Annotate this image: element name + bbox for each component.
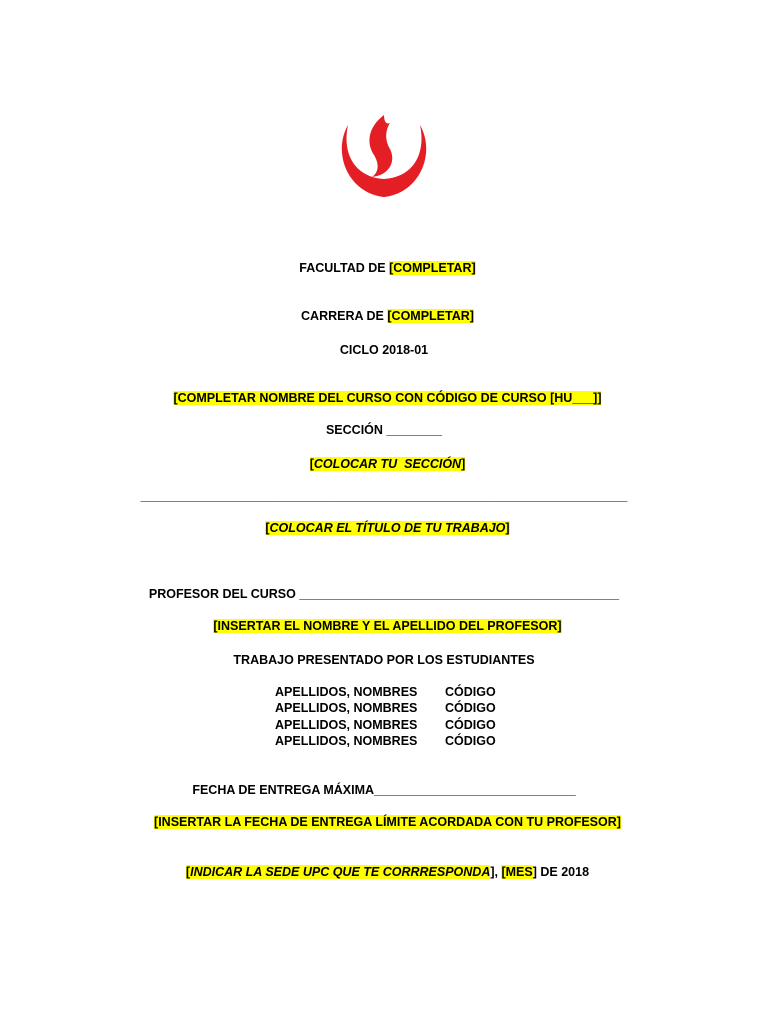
upc-flame-logo-icon [338, 113, 430, 199]
curso-field[interactable]: [COMPLETAR NOMBRE DEL CURSO CON CÓDIGO DE CURSO [HU___]] [173, 391, 602, 405]
carrera-field[interactable]: [COMPLETAR] [387, 309, 474, 323]
profesor-label: PROFESOR DEL CURSO ______________________________________________ [148, 587, 620, 601]
fecha-label: FECHA DE ENTREGA MÁXIMA_____________________________ [192, 783, 576, 797]
fecha-hint-line [0, 798, 768, 830]
sede-line: [INDICAR LA SEDE UPC QUE TE CORRRESPONDA], [MES] DE 2018 [185, 865, 590, 879]
estudiantes-list [275, 684, 535, 749]
ciclo-line: CICLO 2018-01 [339, 343, 429, 357]
sede-field[interactable]: [INDICAR LA SEDE UPC QUE TE CORRRESPONDA [185, 865, 491, 879]
facultad-line [0, 244, 768, 276]
profesor-field[interactable]: [INSERTAR EL NOMBRE Y EL APELLIDO DEL PROFESOR] [213, 619, 562, 633]
curso-line [0, 374, 768, 406]
profesor-hint-line [0, 602, 768, 634]
carrera-prefix: CARRERA DE [301, 309, 388, 323]
titulo-hint-line [0, 504, 768, 536]
titulo-field[interactable]: [COLOCAR EL TÍTULO DE TU TRABAJO] [265, 521, 510, 535]
seccion-field[interactable]: [COLOCAR TU SECCIÓN] [309, 457, 466, 471]
seccion-label: SECCIÓN ________ [325, 423, 443, 437]
facultad-prefix: FACULTAD DE [299, 261, 390, 275]
seccion-hint-line [0, 440, 768, 472]
carrera-line [0, 292, 768, 324]
list-item: APELLIDOS, NOMBRES CÓDIGO [275, 685, 496, 699]
titulo-blank: ______________________________________________________________________ [140, 489, 628, 503]
list-item: APELLIDOS, NOMBRES CÓDIGO [275, 733, 496, 748]
list-item: APELLIDOS, NOMBRES CÓDIGO [275, 701, 496, 716]
mes-field[interactable]: [MES [501, 865, 533, 879]
estudiantes-heading: TRABAJO PRESENTADO POR LOS ESTUDIANTES [233, 653, 535, 667]
fecha-field[interactable]: [INSERTAR LA FECHA DE ENTREGA LÍMITE ACORDADA CON TU PROFESOR] [154, 815, 621, 829]
facultad-field[interactable]: [COMPLETAR] [389, 261, 476, 275]
list-item: APELLIDOS, NOMBRES CÓDIGO [275, 717, 496, 732]
